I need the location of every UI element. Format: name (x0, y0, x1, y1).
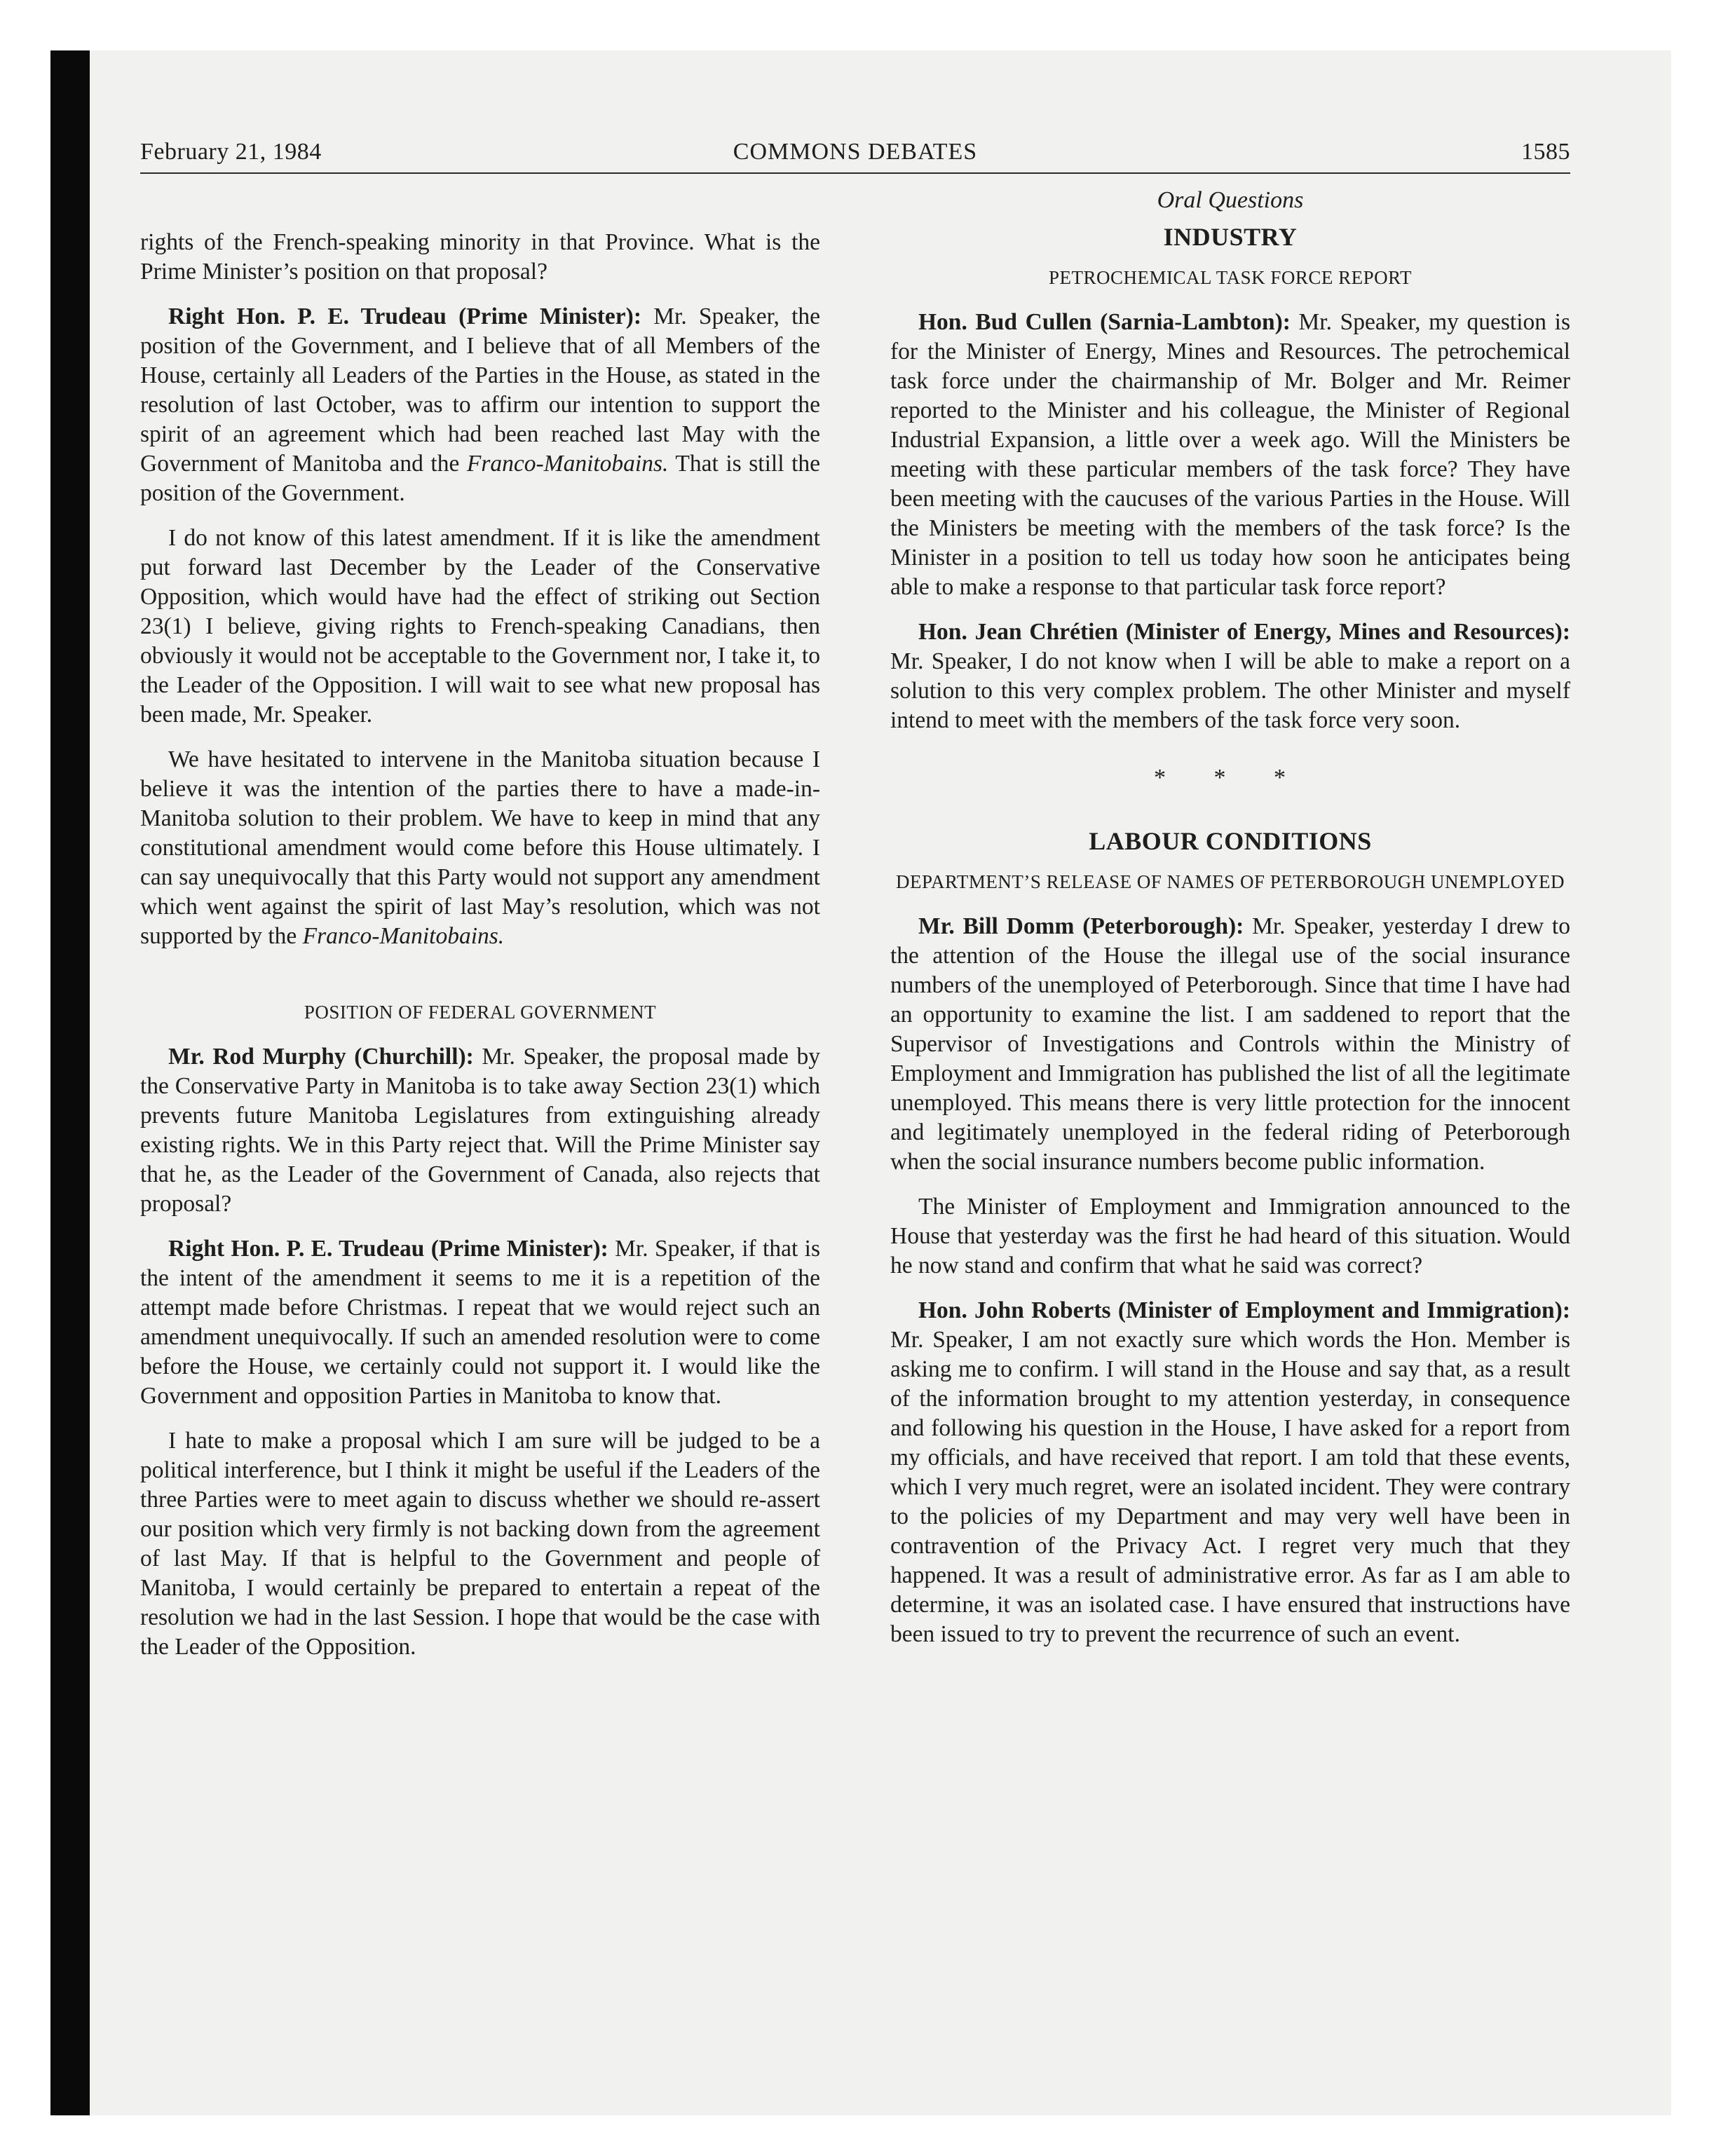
speech-text: We have hesitated to intervene in the Manitoba situation because I believe it was the intention of the parties there to have a made-in-Manitoba solution to their problem. We have to keep in mind that any constitutional amendment would come before this House ultimately. I can say unequivocally that this Party would not support any amendment which went against the spirit of last May’s resolution, which was not supported by the (140, 746, 820, 949)
section-separator: * * * (1154, 765, 1307, 791)
paragraph (890, 1296, 1570, 1649)
speech-text: That is still the position of the Government. (140, 451, 820, 506)
subheading: PETROCHEMICAL TASK FORCE REPORT (1048, 267, 1413, 288)
paragraph (890, 308, 1570, 602)
speech-text: Mr. Speaker, yesterday I drew to the attention of the House the illegal use of the social insurance numbers of the unemployed of Peterborough. Since that time I have had an opportunity to examine the list. I am saddened to report that the Supervisor of Investigations and Controls within the Ministry of Employment and Immigration has published the list of all the legitimate unemployed. This means there is very little protection for the innocent and legitimately unemployed in the federal riding of Peterborough when the social insurance numbers become public information. (890, 913, 1570, 1175)
header-title: COMMONS DEBATES (733, 139, 978, 165)
document-page (140, 133, 1570, 2110)
paragraph: I do not know of this latest amendment. If it is like the amendment put forward last December by the Leader of the Conservative Opposition, which would have had the effect of striking out Section 23(1) I believe, giving rights to French-speaking Canadians, then obviously it would not be acceptable to the Government nor, I take it, to the Leader of the Opposition. I will wait to see what new proposal has been made, Mr. Speaker. (140, 525, 820, 728)
paragraph (890, 912, 1570, 1177)
speech-text: Mr. Speaker, if that is the intent of the amendment it seems to me it is a repetition of the attempt made before Christmas. I repeat that we would reject such an amendment unequivocally. If such an amended resolution were to come before the House, we certainly could not support it. I would like the Government and opposition Parties in Manitoba to know that. (140, 1236, 820, 1409)
page-number: 1585 (1521, 139, 1570, 165)
paragraph: rights of the French-speaking minority in that Province. What is the Prime Minister’s position on that proposal? (140, 229, 820, 285)
left-column (140, 228, 820, 1677)
scan-edge-bar (50, 50, 90, 2115)
header-rule (140, 172, 1570, 174)
paragraph: The Minister of Employment and Immigration announced to the House that yesterday was the first he had heard of this situation. Would he now stand and confirm that what he said was correct? (890, 1194, 1570, 1278)
speaker-name: Mr. Rod Murphy (Churchill): (168, 1044, 474, 1070)
rubric: Oral Questions (1157, 187, 1304, 213)
subheading: DEPARTMENT’S RELEASE OF NAMES OF PETERBOROUGH UNEMPLOYED (896, 871, 1565, 892)
paragraph (140, 1042, 820, 1219)
speaker-name: Right Hon. P. E. Trudeau (Prime Minister): (168, 1236, 608, 1262)
right-column (890, 186, 1570, 1665)
speaker-name: Right Hon. P. E. Trudeau (Prime Minister): (168, 303, 641, 329)
speech-text: Mr. Speaker, my question is for the Minister of Energy, Mines and Resources. The petrochemical task force under the chairmanship of Mr. Bolger and Mr. Reimer reported to the Minister and his colleague, the Minister of Regional Industrial Expansion, a little over a week ago. Will the Ministers be meeting with these particular members of the task force? They have been meeting with the caucuses of the various Parties in the House. Will the Ministers be meeting with the members of the task force? Is the Minister in a position to tell us today how soon he anticipates being able to make a response to that particular task force report? (890, 309, 1570, 600)
italic-term: Franco-Manitobains. (302, 923, 505, 949)
section-title: LABOUR CONDITIONS (1089, 827, 1372, 855)
section-title: INDUSTRY (1163, 223, 1298, 251)
speech-text: Mr. Speaker, the position of the Government, and I believe that of all Members of the House, certainly all Leaders of the Parties in the House, as stated in the resolution of last October, was to affirm our intention to support the spirit of an agreement which had been reached last May with the Government of Manitoba and the (140, 303, 820, 477)
speech-text: Mr. Speaker, the proposal made by the Conservative Party in Manitoba is to take away Section 23(1) which prevents future Manitoba Legislatures from extinguishing already existing rights. We in this Party reject that. Will the Prime Minister say that he, as the Leader of the Government of Canada, also rejects that proposal? (140, 1044, 820, 1217)
paragraph (140, 745, 820, 951)
speech-text: Mr. Speaker, I do not know when I will be able to make a report on a solution to this very complex problem. The other Minister and myself intend to meet with the members of the task force very soon. (890, 648, 1570, 733)
speaker-name: Hon. Jean Chrétien (Minister of Energy, Mines and Resources): (918, 619, 1570, 645)
speaker-name: Hon. John Roberts (Minister of Employment and Immigration): (918, 1297, 1570, 1323)
paragraph: I hate to make a proposal which I am sure will be judged to be a political interference, but I think it might be useful if the Leaders of the three Parties were to meet again to discuss whether we should re-assert our position which very firmly is not backing down from the agreement of last May. If that is helpful to the Government and people of Manitoba, I would certainly be prepared to entertain a repeat of the resolution we had in the last Session. I hope that would be the case with the Leader of the Opposition. (140, 1428, 820, 1660)
subheading: POSITION OF FEDERAL GOVERNMENT (304, 1002, 657, 1023)
speaker-name: Mr. Bill Domm (Peterborough): (918, 913, 1244, 939)
paragraph (890, 618, 1570, 735)
paragraph (140, 302, 820, 508)
running-header (140, 133, 1570, 172)
paragraph (140, 1234, 820, 1411)
speaker-name: Hon. Bud Cullen (Sarnia-Lambton): (918, 309, 1291, 335)
header-date: February 21, 1984 (140, 139, 322, 165)
italic-term: Franco-Manitobains. (466, 451, 669, 477)
speech-text: Mr. Speaker, I am not exactly sure which words the Hon. Member is asking me to confirm. I will stand in the House and say that, as a result of the information brought to my attention yesterday, in consequence and following his question in the House, I have asked for a report from my officials, and have received that report. I am told that these events, which I very much regret, were an isolated incident. They were contrary to the policies of my Department and may very well have been in contravention of the Privacy Act. I regret very much that they happened. It was a result of administrative error. As far as I am able to determine, it was an isolated case. I have ensured that instructions have been issued to try to prevent the recurrence of such an event. (890, 1327, 1570, 1647)
